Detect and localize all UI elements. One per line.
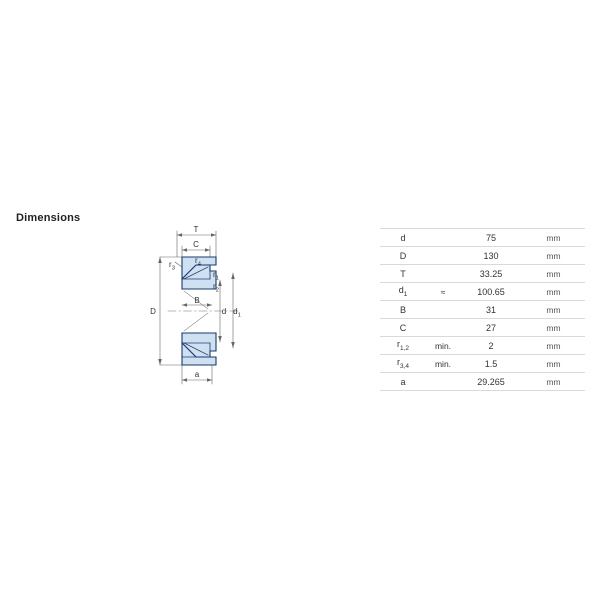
dimension-qualifier: min. (426, 355, 460, 373)
table-row (380, 265, 585, 283)
dimension-symbol: B (380, 301, 426, 319)
dimension-qualifier (426, 229, 460, 247)
label-r4: $r_4$ (195, 256, 201, 268)
dimension-unit: mm (522, 373, 585, 391)
dimension-symbol: $d_1$ (380, 283, 426, 301)
page-title: Dimensions (16, 212, 81, 224)
dimension-unit: mm (522, 247, 585, 265)
dimension-value: 27 (460, 319, 522, 337)
label-r3: $r_3$ (169, 260, 175, 272)
label-T: T (193, 225, 199, 234)
table-row (380, 319, 585, 337)
bearing-drawing (120, 205, 320, 405)
table-row (380, 301, 585, 319)
dimension-value: 33.25 (460, 265, 522, 283)
dimension-unit: mm (522, 229, 585, 247)
dimension-unit: mm (522, 301, 585, 319)
dimension-unit: mm (522, 283, 585, 301)
dimension-qualifier (426, 247, 460, 265)
bearing-drawing-svg (120, 205, 320, 405)
dimension-symbol: C (380, 319, 426, 337)
dimension-value: 100.65 (460, 283, 522, 301)
table-row (380, 247, 585, 265)
dimensions-table (380, 228, 585, 391)
label-D: D (150, 307, 156, 316)
dimension-value: 130 (460, 247, 522, 265)
dimension-qualifier (426, 373, 460, 391)
dimension-unit: mm (522, 355, 585, 373)
dimension-symbol: a (380, 373, 426, 391)
dimension-value: 2 (460, 337, 522, 355)
dimension-unit: mm (522, 337, 585, 355)
table-row (380, 283, 585, 301)
dimension-qualifier: ≈ (426, 283, 460, 301)
dimension-unit: mm (522, 319, 585, 337)
label-B: B (194, 296, 200, 305)
label-d: d (221, 307, 227, 316)
dimension-symbol: d (380, 229, 426, 247)
label-C: C (193, 240, 199, 249)
dimension-symbol: $r_{1,2}$ (380, 337, 426, 355)
dimension-qualifier (426, 301, 460, 319)
dimension-symbol: $r_{3,4}$ (380, 355, 426, 373)
dimension-value: 31 (460, 301, 522, 319)
dimension-qualifier (426, 319, 460, 337)
table-row (380, 355, 585, 373)
dimension-qualifier: min. (426, 337, 460, 355)
dimensions-table-body (380, 229, 585, 391)
table-row (380, 373, 585, 391)
table-row (380, 229, 585, 247)
dimension-value: 1.5 (460, 355, 522, 373)
label-d1: $d_1$ (233, 307, 241, 319)
dimension-value: 29.265 (460, 373, 522, 391)
dimension-value: 75 (460, 229, 522, 247)
table-row (380, 337, 585, 355)
dimension-symbol: D (380, 247, 426, 265)
dimension-qualifier (426, 265, 460, 283)
dimension-unit: mm (522, 265, 585, 283)
label-r1: $r_1$ (213, 270, 219, 282)
label-r2: $r_2$ (213, 282, 219, 294)
dimension-symbol: T (380, 265, 426, 283)
label-a: a (194, 370, 200, 379)
